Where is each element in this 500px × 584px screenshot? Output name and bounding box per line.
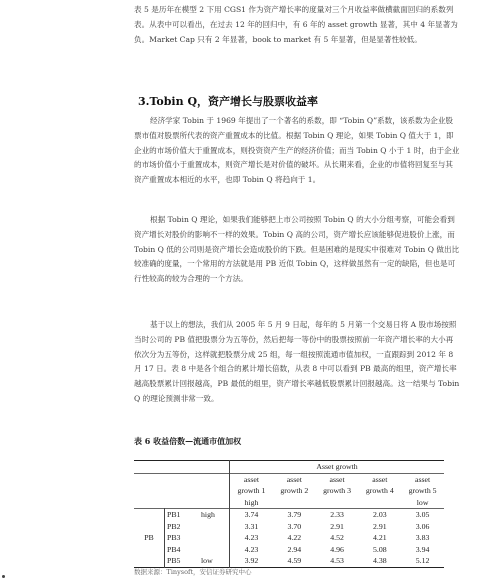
row-label: PB1 — [165, 509, 200, 521]
row-tag: low — [201, 556, 213, 565]
row-tag — [199, 521, 230, 533]
table-cell: 4.53 — [330, 556, 344, 565]
table-cell: 2.33 — [330, 510, 344, 519]
paragraph-table5-summary: 表 5 是历年在模型 2 下用 CGS1 作为资产增长率的度量对三个月收益率做横截面回归的系数列表。从表中可以看出，在过去 12 年的回归中，有 6 年的 asset growth 显著，其中 4 年显著为负。Market Cap 只有 2 年显著，book to market 有 5 年显著，但是显著性较低。 — [134, 5, 458, 44]
row-tag — [199, 532, 230, 544]
table-header-row — [134, 473, 444, 509]
row-label: PB2 — [165, 521, 200, 533]
table-cell: 2.03 — [373, 510, 387, 519]
table-cell: 3.83 — [415, 533, 430, 542]
table-cell: 4.22 — [287, 533, 302, 542]
table-cell: 4.52 — [330, 533, 344, 542]
paragraph-tobin-theory: 经济学家 Tobin 于 1969 年提出了一个著名的系数，即 “Tobin Q”系数，该系数为企业股票市值对股票所代表的资产重置成本的比值。根据 Tobin Q 理论，如果 Tobin Q 值大于 1，即企业的市场价值大于重置成本，则投资资产生产的经济价值；而当 Tobin Q 小于 1 时，由于企业的市场价值小于重置成本，则资产增长是对价值的破坏。从长期来看，企业的市值将回复至与其资产重置成本相近的水平，也即 Tobin Q 将趋向于 1。 — [134, 116, 460, 185]
row-tag — [199, 544, 230, 556]
paragraph-portfolio-method: 基于以上的想法，我们从 2005 年 5 月 9 日起，每年的 5 月第一个交易日将 A 股市场按照当时公司的 PB 值把股票分为五等份，然后把每一等份中的股票按照前一年资产增长率的大小再依次分为五等份，这样就把股票分成 25 组，每一组按照流通市值加权，一直跟踪到 2012 年 8 月 17 日。表 8 中是各个组合的累计增长倍数，从表 8 中可以看到 PB 最高的组里，资产增长率越高股票累计回报越高，PB 最低的组里，资产增长率越低股票累计回报越高。这一结果与 Tobin Q 的理论预测非常一致。 — [134, 320, 460, 403]
col-header-growth-3: asset growth 3 — [323, 474, 352, 495]
table-cell: 4.38 — [373, 556, 387, 565]
table-cell: 3.06 — [415, 521, 430, 531]
section-heading-tobin-q: 3.Tobin Q，资产增长与股票收益率 — [138, 95, 319, 108]
table-cell: 3.92 — [230, 555, 273, 567]
col-header-growth-5: asset growth 5 low — [408, 474, 437, 507]
table-caption: 表 6 收益倍数—流通市值加权 — [134, 436, 242, 446]
table-cell: 3.94 — [415, 544, 430, 554]
table-cell: 4.96 — [330, 544, 344, 554]
table-cell: 3.79 — [287, 510, 302, 519]
table-cell: 5.08 — [373, 544, 387, 554]
table-cell: 2.91 — [330, 521, 344, 531]
table-row — [134, 532, 444, 544]
col-header-growth-1: asset growth 1 high — [230, 473, 273, 509]
table-row — [134, 521, 444, 533]
page-margin-dot — [2, 575, 5, 578]
table-cell: 4.59 — [287, 556, 302, 565]
table-cell: 2.91 — [373, 521, 387, 531]
row-label: PB3 — [165, 532, 200, 544]
table-cell: 3.31 — [230, 521, 273, 533]
returns-multiple-table — [134, 460, 444, 568]
row-label: PB4 — [165, 544, 200, 556]
row-tag: high — [201, 510, 215, 519]
row-group-label-pb: PB — [144, 533, 154, 542]
asset-growth-group-header: Asset growth — [230, 461, 445, 474]
row-label: PB5 — [165, 555, 200, 567]
col-header-growth-4: asset growth 4 — [365, 474, 394, 495]
table-header-group-row — [134, 461, 444, 474]
paragraph-pb-approximation: 根据 Tobin Q 理论，如果我们能够把上市公司按照 Tobin Q 的大小分组考察，可能会看到资产增长对股价的影响不一样的效果。Tobin Q 高的公司，资产增长应该能够促进股价上涨，而 Tobin Q 低的公司则是资产增长会造成股价的下跌。但是困难的是现实中很难对 Tobin Q 做出比较准确的度量，一个常用的方法就是用 PB 近似 Tobin Q，这样做虽然有一定的缺陷，但也是可行性较高的较为合理的一个方法。 — [134, 215, 460, 284]
table-cell: 3.70 — [287, 521, 302, 531]
table-cell: 4.23 — [230, 544, 273, 556]
table-cell: 4.23 — [230, 532, 273, 544]
table-cell: 2.94 — [287, 544, 302, 554]
table-row — [134, 555, 444, 567]
table-row — [134, 509, 444, 521]
table-cell: 5.12 — [415, 556, 430, 565]
col-header-growth-2: asset growth 2 — [280, 474, 309, 495]
table-row — [134, 544, 444, 556]
data-source-note: 数据来源：Tinysoft，安信证券研究中心 — [134, 568, 252, 576]
table-cell: 3.74 — [230, 509, 273, 521]
table-cell: 3.05 — [415, 510, 430, 519]
table-cell: 4.21 — [373, 533, 387, 542]
